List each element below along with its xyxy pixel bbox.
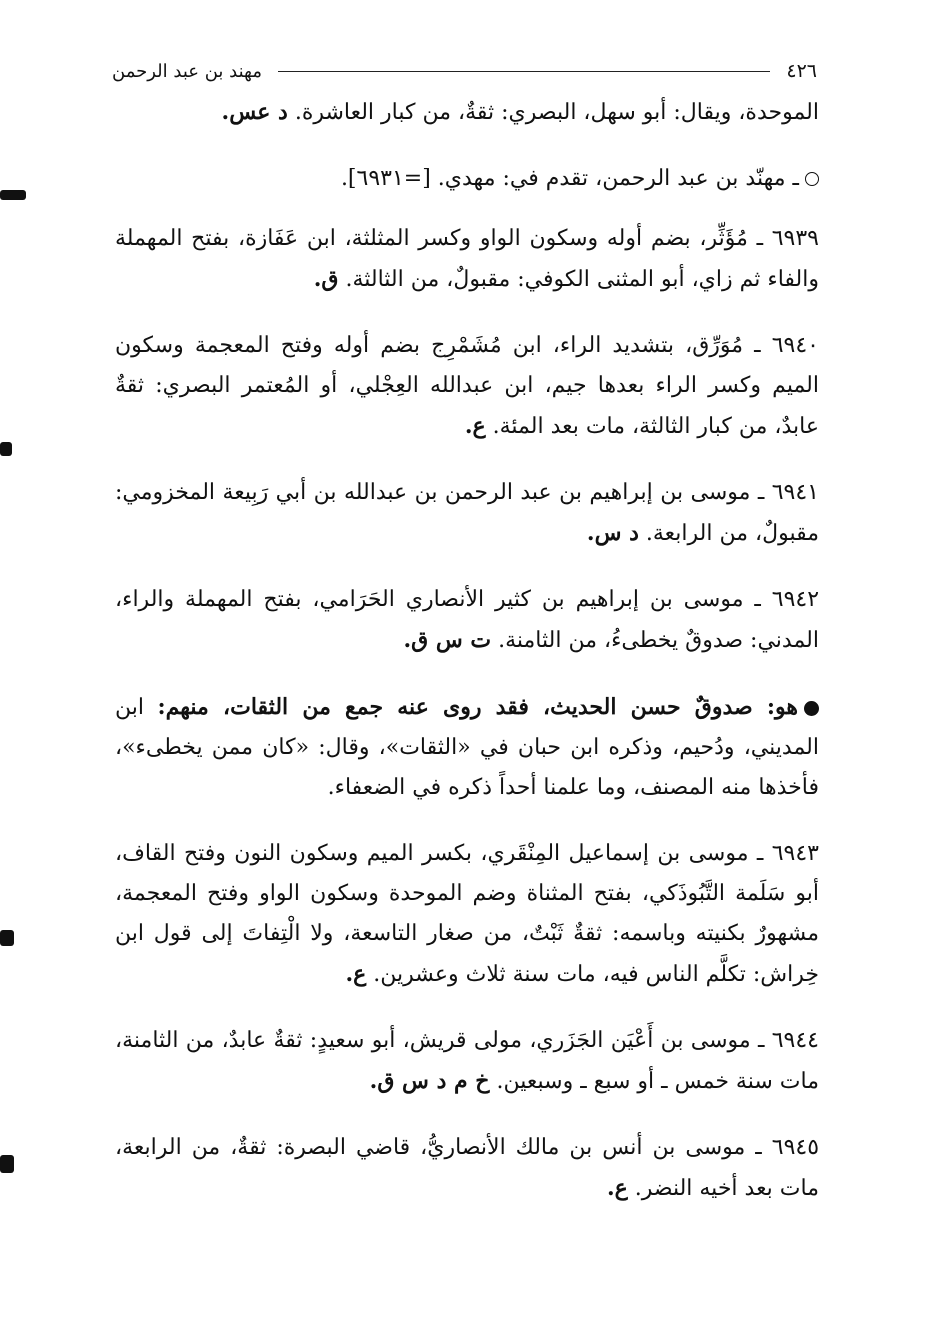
entry-codes: ع. <box>464 413 486 439</box>
entry-text: موسى بن إبراهيم بن كثير الأنصاري الحَرَامي، بفتح المهملة والراء، المدني: صدوقٌ يخطىءُ، من الثامنة. <box>115 587 819 653</box>
entry-number: ٦٩٤٠ <box>771 333 819 358</box>
scan-mark <box>0 1155 14 1173</box>
header-rule <box>278 71 770 72</box>
entry-number: ٦٩٣٩ <box>771 226 819 251</box>
comment-lead: هو: صدوقٌ حسن الحديث، فقد روى عنه جمع من الثقات، منهم: <box>157 694 798 720</box>
entry-codes: ع. <box>606 1175 628 1201</box>
editor-comment <box>115 687 819 808</box>
entry-text: موسى بن إسماعيل المِنْقَري، بكسر الميم وسكون النون وفتح القاف، أبو سَلَمة التَّبُوذَكي، بفتح المثناة وضم الموحدة وسكون الواو وفتح المعجمة، مشهورٌ بكنيته وباسمه: ثقةٌ ثَبْتٌ، من صغار التاسعة، ولا الْتِفاتَ إلى قول ابن خِراش: تكلَّم الناس فيه، مات سنة ثلاث وعشرين. <box>115 841 819 987</box>
entry-number: ٦٩٤٣ <box>771 841 819 866</box>
entry-6942: ٦٩٤٢ ـ موسى بن إبراهيم بن كثير الأنصاري الحَرَامي، بفتح المهملة والراء، المدني: صدوقٌ يخطىءُ، من الثامنة. ت س ق. <box>115 587 820 653</box>
entry-text: مُؤَثِّر، بضم أوله وسكون الواو وكسر المثلثة، ابن عَفَازة، بفتح المهملة والفاء ثم زاي، أبو المثنى الكوفي: مقبولٌ، من الثالثة. <box>115 226 819 292</box>
entry-6939: ٦٩٣٩ ـ مُؤَثِّر، بضم أوله وسكون الواو وكسر المثلثة، ابن عَفَازة، بفتح المهملة والفاء ثم زاي، أبو المثنى الكوفي: مقبولٌ، من الثالثة. ق. <box>115 226 819 292</box>
entry-number: ٦٩٤٢ <box>771 587 820 612</box>
entry-codes: ق. <box>313 266 339 292</box>
entry-codes: ع. <box>345 961 367 987</box>
comment-text: ابن المديني، ودُحيم، وذكره ابن حبان في «الثقات»، وقال: «كان ممن يخطىء»، فأخذها منه المصنف، وما علمنا أحداً ذكره في الضعفاء. <box>115 695 819 800</box>
entry-codes: خ م د س ق. <box>369 1068 490 1094</box>
running-header <box>112 58 817 84</box>
entry-6944: ٦٩٤٤ ـ موسى بن أَعْيَن الجَزَري، مولى قريش، أبو سعيدٍ: ثقةٌ عابدٌ، من الثامنة، مات سنة خمس ـ أو سبع ـ وسبعين. خ م د س ق. <box>115 1028 819 1094</box>
entry-text: مُوَرِّق، بتشديد الراء، ابن مُشَمْرِج بضم أوله وفتح المعجمة وسكون الميم وكسر الراء بعدها جيم، ابن عبدالله العِجْلي، أو المُعتمر البصري: ثقةٌ عابدٌ، من كبار الثالثة، مات بعد المئة. <box>115 333 819 439</box>
entry-codes: د س. <box>586 520 639 546</box>
cross-reference: ـ مهنّد بن عبد الرحمن، تقدم في: مهدي. [=٦٩٣١]. <box>115 159 819 199</box>
entry-6940: ٦٩٤٠ ـ مُوَرِّق، بتشديد الراء، ابن مُشَمْرِج بضم أوله وفتح المعجمة وسكون الميم وكسر الراء بعدها جيم، ابن عبدالله العِجْلي، أو المُعتمر البصري: ثقةٌ عابدٌ، من كبار الثالثة، مات بعد المئة. ع. <box>115 333 819 439</box>
page-number: ٤٢٦ <box>786 60 817 82</box>
bullet-icon <box>804 701 819 716</box>
entry-number: ٦٩٤٥ <box>771 1135 820 1160</box>
entry-text: موسى بن أَعْيَن الجَزَري، مولى قريش، أبو سعيدٍ: ثقةٌ عابدٌ، من الثامنة، مات سنة خمس ـ أو سبع ـ وسبعين. <box>115 1028 819 1094</box>
entry-text: موسى بن إبراهيم بن عبد الرحمن بن عبدالله بن أبي رَبِيعة المخزومي: مقبولٌ، من الرابعة. <box>115 480 819 546</box>
scan-mark <box>0 442 12 456</box>
entry-number: ٦٩٤١ <box>771 480 819 505</box>
entry-text: موسى بن أنس بن مالك الأنصاريُّ، قاضي البصرة: ثقةٌ، من الرابعة، مات بعد أخيه النضر. <box>115 1135 819 1201</box>
entry-codes: ت س ق. <box>403 627 492 653</box>
scan-mark <box>0 190 26 200</box>
entry-6943: ٦٩٤٣ ـ موسى بن إسماعيل المِنْقَري، بكسر الميم وسكون النون وفتح القاف، أبو سَلَمة التَّبُوذَكي، بفتح المثناة وضم الموحدة وسكون الواو وفتح المعجمة، مشهورٌ بكنيته وباسمه: ثقةٌ ثَبْتٌ، من صغار التاسعة، ولا الْتِفاتَ إلى قول ابن خِراش: تكلَّم الناس فيه، مات سنة ثلاث وعشرين. ع. <box>115 841 819 987</box>
entry-6941: ٦٩٤١ ـ موسى بن إبراهيم بن عبد الرحمن بن عبدالله بن أبي رَبِيعة المخزومي: مقبولٌ، من الرابعة. د س. <box>115 480 819 546</box>
entry-6945: ٦٩٤٥ ـ موسى بن أنس بن مالك الأنصاريُّ، قاضي البصرة: ثقةٌ، من الرابعة، مات بعد أخيه النضر. ع. <box>115 1135 820 1201</box>
circle-icon <box>805 172 819 186</box>
entry-codes: د عس. <box>221 99 288 125</box>
entry-number: ٦٩٤٤ <box>771 1028 819 1053</box>
main-text <box>115 92 819 1235</box>
entry-continuation <box>115 92 819 133</box>
running-title: مهند بن عبد الرحمن <box>112 60 262 82</box>
entry-text: الموحدة، ويقال: أبو سهل، البصري: ثقةٌ، من كبار العاشرة. <box>287 100 819 125</box>
entry-text: مهنّد بن عبد الرحمن، تقدم في: مهدي. [=٦٩٣١]. <box>340 166 786 191</box>
scan-mark <box>0 930 14 946</box>
